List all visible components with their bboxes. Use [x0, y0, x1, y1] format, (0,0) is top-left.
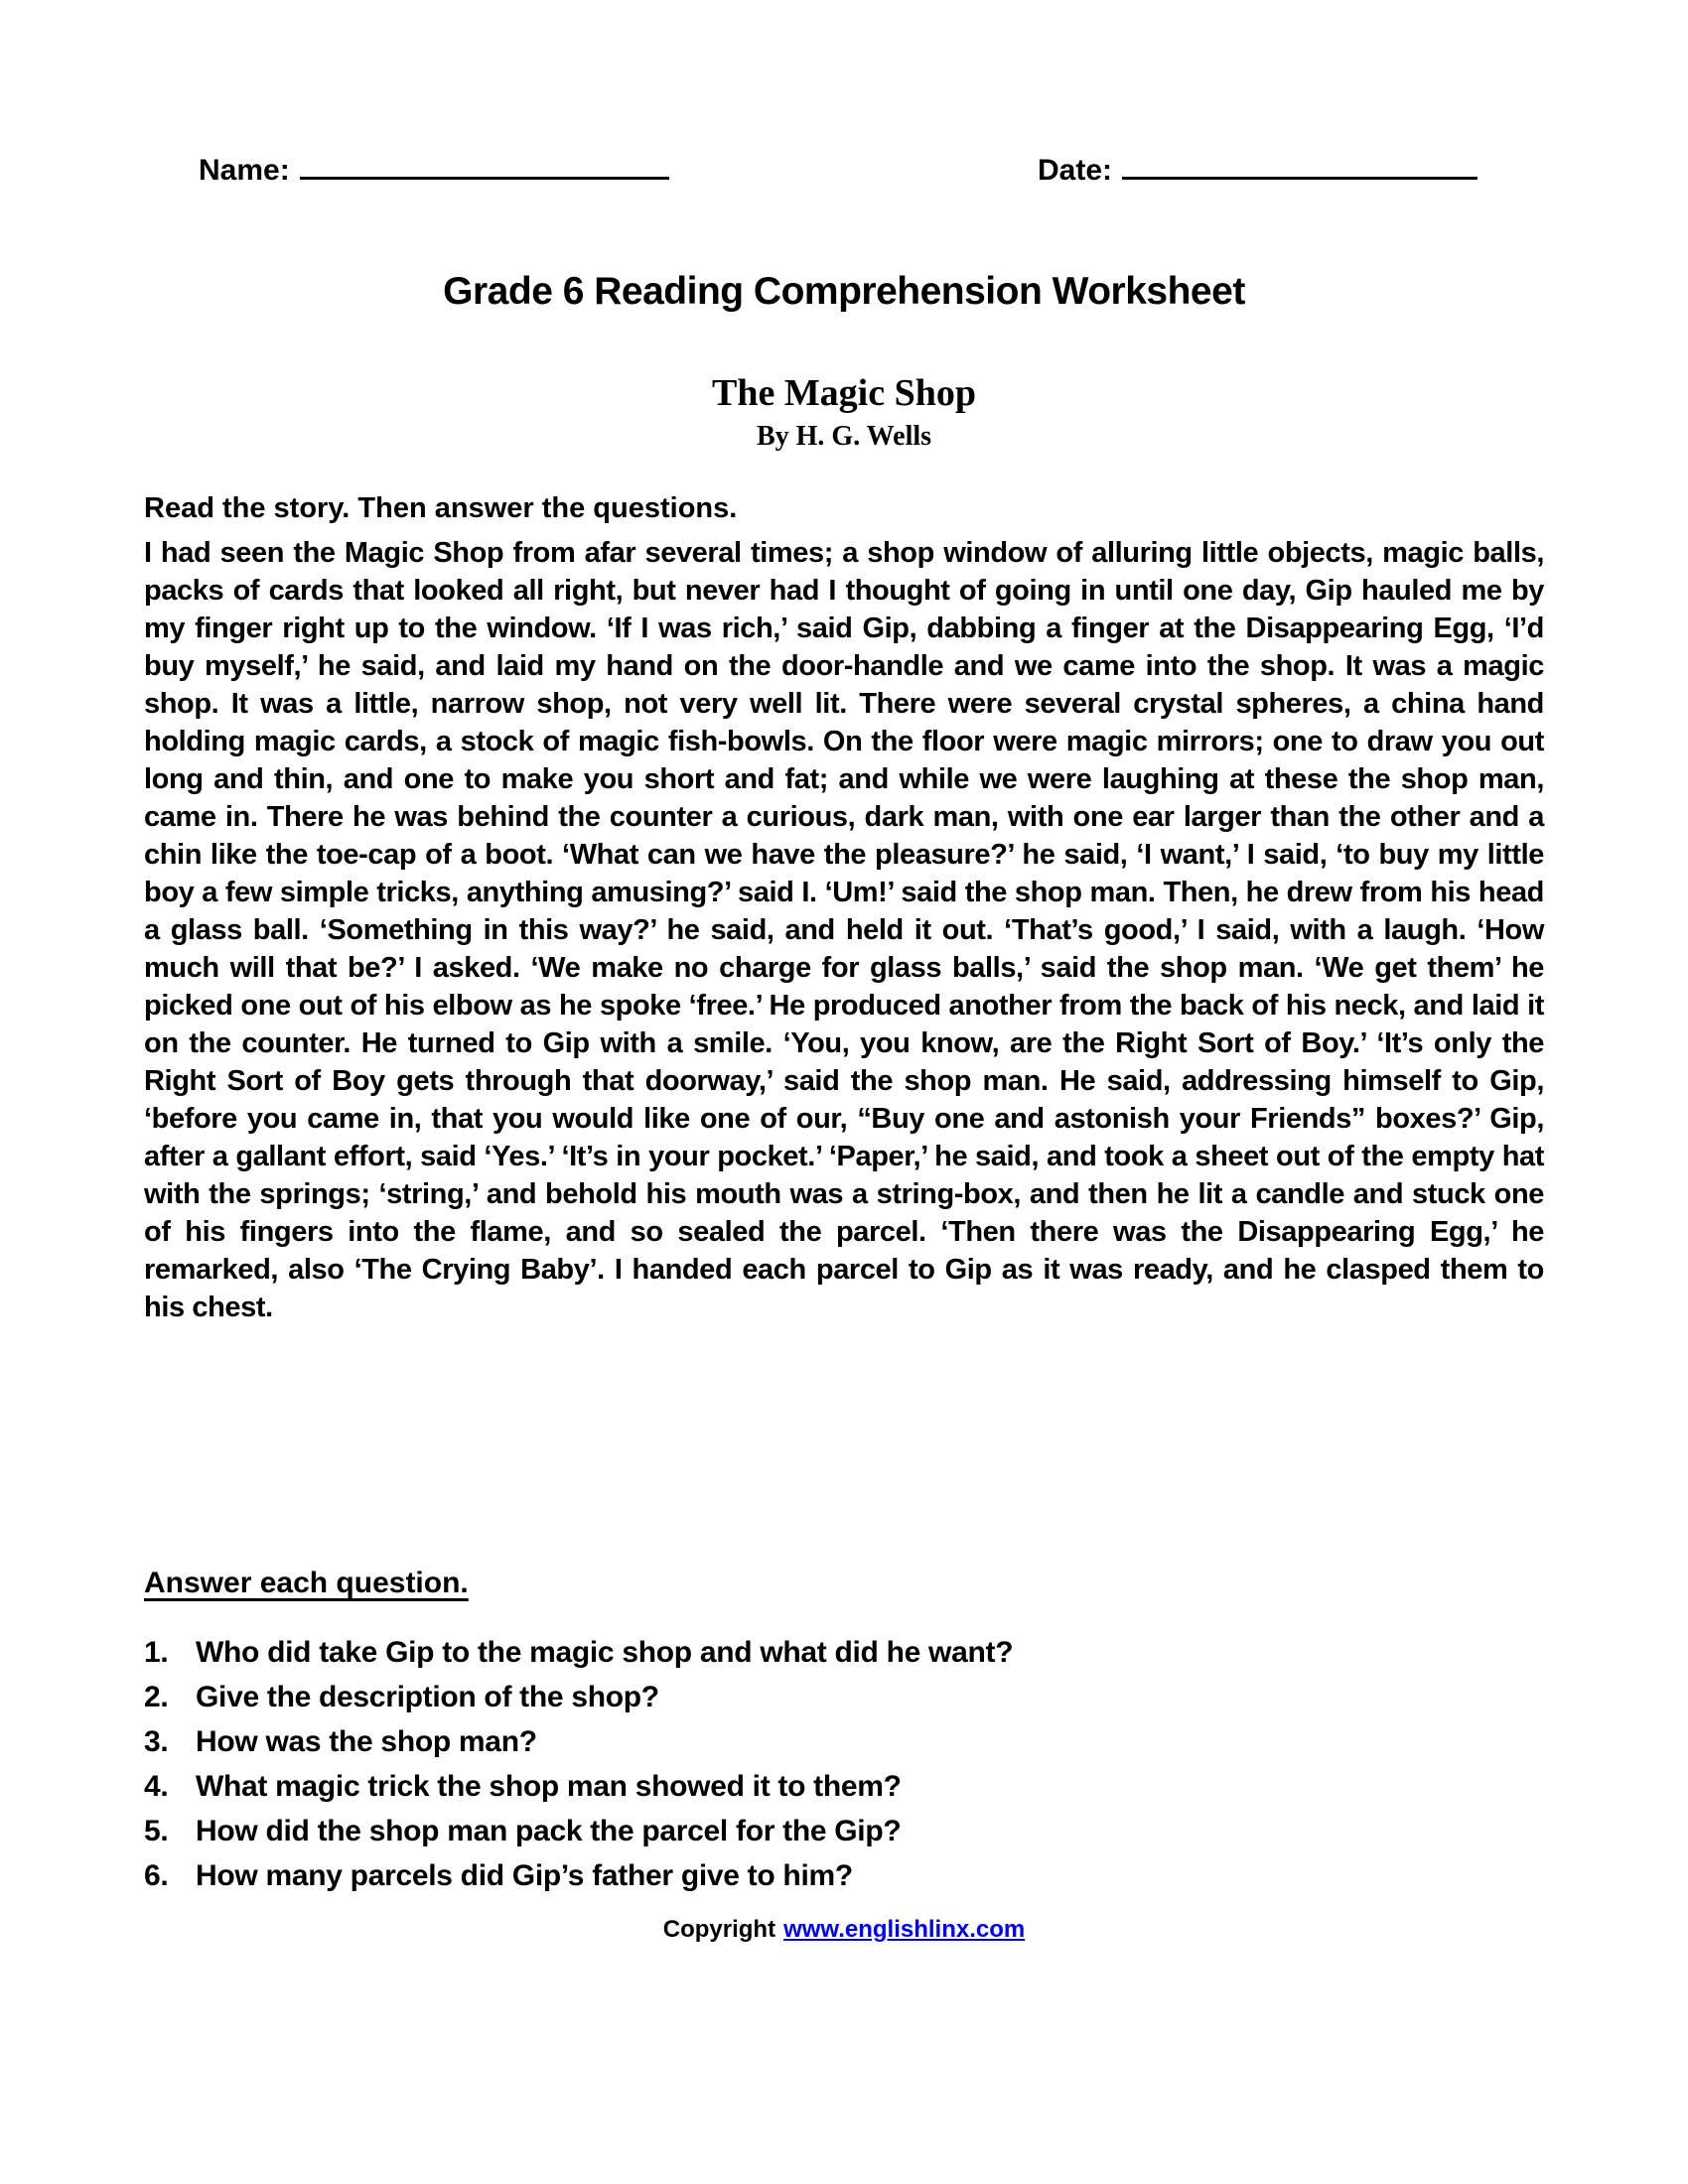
question-item: [144, 1638, 1544, 1668]
question-item: [144, 1727, 1544, 1757]
question-number: 6.: [144, 1859, 169, 1892]
question-item: [144, 1683, 1544, 1712]
questions-list: [144, 1638, 1544, 1906]
question-text: How did the shop man pack the parcel for the Gip?: [196, 1815, 902, 1847]
date-field: [1038, 147, 1477, 188]
copyright-link[interactable]: www.englishlinx.com: [783, 1916, 1026, 1943]
question-number: 4.: [144, 1770, 169, 1803]
question-text: What magic trick the shop man showed it to them?: [196, 1770, 902, 1803]
header-row: [144, 147, 1544, 193]
story-author: By H. G. Wells: [756, 421, 932, 452]
question-number: 1.: [144, 1636, 169, 1669]
question-number: 2.: [144, 1681, 169, 1713]
date-label: Date:: [1038, 154, 1113, 187]
instruction-text: Read the story. Then answer the questions.: [144, 492, 738, 524]
question-text: How was the shop man?: [196, 1725, 537, 1758]
footer: [0, 1916, 1688, 1944]
question-item: [144, 1772, 1544, 1802]
question-text: How many parcels did Gip’s father give to him?: [196, 1859, 853, 1892]
copyright-label: Copyright: [662, 1916, 776, 1943]
question-number: 5.: [144, 1815, 169, 1847]
name-field: [199, 147, 669, 188]
name-blank-line: [300, 147, 669, 180]
question-item: [144, 1861, 1544, 1891]
story-title: The Magic Shop: [711, 372, 977, 414]
date-blank-line: [1122, 147, 1477, 180]
question-text: Who did take Gip to the magic shop and what did he want?: [196, 1636, 1014, 1669]
answer-section-heading: Answer each question.: [144, 1567, 469, 1599]
name-label: Name:: [199, 154, 290, 187]
worksheet-heading: Grade 6 Reading Comprehension Worksheet: [443, 270, 1245, 313]
story-text: I had seen the Magic Shop from afar several times; a shop window of alluring little objects, magic balls, packs of cards that looked all right, but never had I thought of going in until one day, Gip hauled me by my finger right up to the window. ‘If I was rich,’ said Gip, dabbing a finger at the Disappearing Egg, ‘I’d buy myself,’ he said, and laid my hand on the door-handle and we came into the shop. It was a magic shop. It was a little, narrow shop, not very well lit. There were several crystal spheres, a china hand holding magic cards, a stock of magic fish-bowls. On the floor were magic mirrors; one to draw you out long and thin, and one to make you short and fat; and while we were laughing at these the shop man, came in. There he was behind the counter a curious, dark man, with one ear larger than the other and a chin like the toe-cap of a boot. ‘What can we have the pleasure?’ he said, ‘I want,’ I said, ‘to buy my little boy a few simple tricks, anything amusing?’ said I. ‘Um!’ said the shop man. Then, he drew from his head a glass ball. ‘Something in this way?’ he said, and held it out. ‘That’s good,’ I said, with a laugh. ‘How much will that be?’ I asked. ‘We make no charge for glass balls,’ said the shop man. ‘We get them’ he picked one out of his elbow as he spoke ‘free.’ He produced another from the back of his neck, and laid it on the counter. He turned to Gip with a smile. ‘You, you know, are the Right Sort of Boy.’ ‘It’s only the Right Sort of Boy gets through that doorway,’ said the shop man. He said, addressing himself to Gip, ‘before you came in, that you would like one of our, “Buy one and astonish your Friends” boxes?’ Gip, after a gallant effort, said ‘Yes.’ ‘It’s in your pocket.’ ‘Paper,’ he said, and took a sheet out of the empty hat with the springs; ‘string,’ and behold his mouth was a string-box, and then he lit a candle and stuck one of his fingers into the flame, and so sealed the parcel. ‘Then there was the Disappearing Egg,’ he remarked, also ‘The Crying Baby’. I handed each parcel to Gip as it was ready, and he clasped them to his chest.: [144, 537, 1544, 1323]
question-item: [144, 1817, 1544, 1846]
question-text: Give the description of the shop?: [196, 1681, 659, 1713]
question-number: 3.: [144, 1725, 169, 1758]
